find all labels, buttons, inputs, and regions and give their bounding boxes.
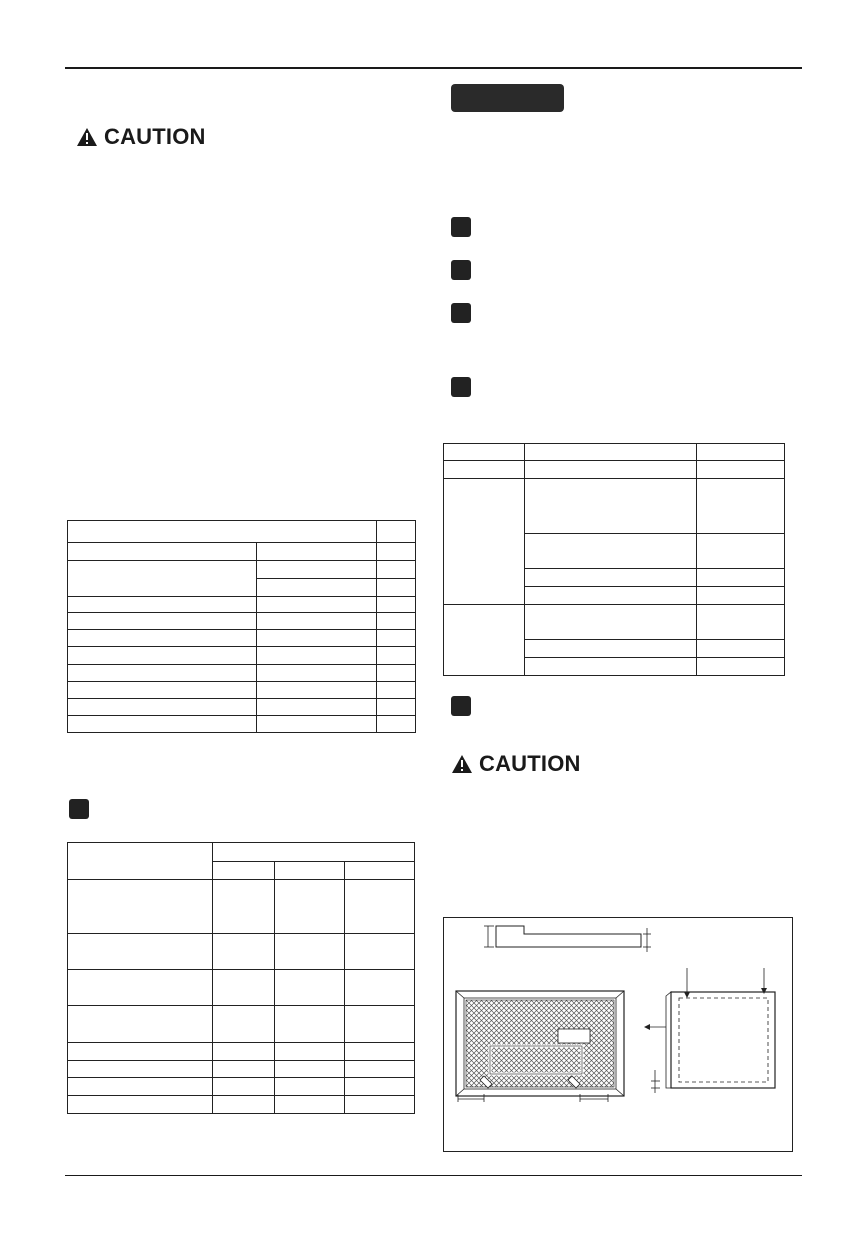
table-row: [68, 682, 416, 699]
step-marker-icon: [451, 696, 471, 716]
table-row: [68, 1043, 415, 1061]
spec-table-1: [67, 520, 416, 733]
warning-triangle-icon: [76, 127, 98, 147]
table-row: [444, 605, 785, 640]
header-rule: [65, 67, 802, 69]
step-marker-icon: [451, 303, 471, 323]
installation-diagram-drawing: [444, 918, 792, 1151]
table-row: [68, 1096, 415, 1114]
installation-diagram: [443, 917, 793, 1152]
step-marker-icon: [69, 799, 89, 819]
step-marker-icon: [451, 217, 471, 237]
section-badge: [451, 84, 564, 112]
table-row: [68, 613, 416, 630]
table-row: [68, 699, 416, 716]
step-marker-icon: [451, 377, 471, 397]
table-row: [444, 461, 785, 479]
caution-heading-left: [76, 124, 206, 150]
footer-rule: [65, 1175, 802, 1176]
table-row: [444, 444, 785, 461]
table-row: [68, 543, 416, 561]
warning-triangle-icon: [451, 754, 473, 774]
caution-label: CAUTION: [479, 751, 581, 776]
table-row: [68, 1061, 415, 1078]
table-row: [68, 665, 416, 682]
spec-table-2: [67, 842, 415, 1114]
table-row: [68, 521, 416, 543]
table-row: [68, 934, 415, 970]
table-row: [68, 1078, 415, 1096]
table-row: [68, 843, 415, 862]
table-row: [68, 630, 416, 647]
table-row: [444, 479, 785, 534]
table-row: [68, 880, 415, 934]
table-row: [68, 970, 415, 1006]
table-row: [68, 597, 416, 613]
table-row: [68, 561, 416, 579]
table-row: [68, 1006, 415, 1043]
spec-table-3: [443, 443, 785, 676]
table-row: [68, 647, 416, 665]
caution-heading-right: [451, 751, 581, 777]
table-row: [68, 716, 416, 733]
caution-label: CAUTION: [104, 124, 206, 149]
step-marker-icon: [451, 260, 471, 280]
